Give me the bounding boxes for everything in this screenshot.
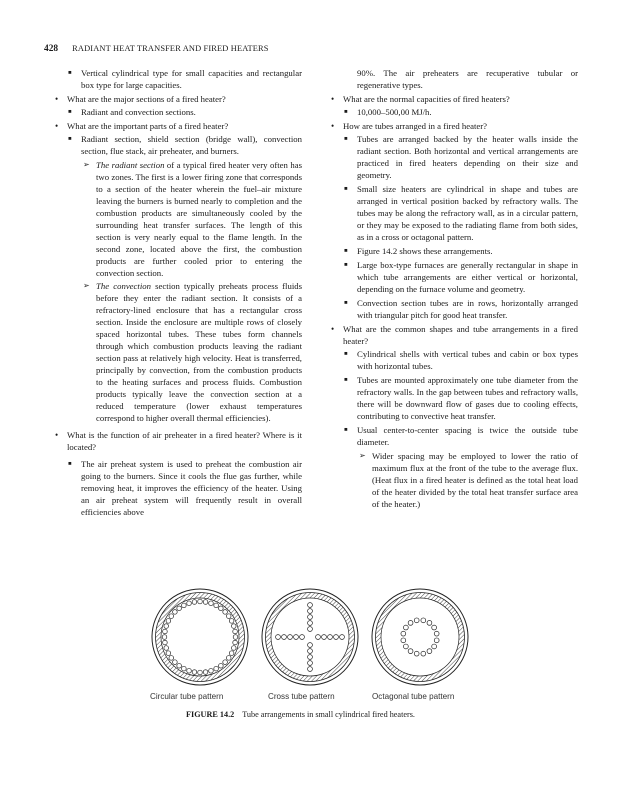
tube xyxy=(334,635,339,640)
bullet-convection-tubes: ■ Convection section tubes are in rows, horizontally arranged with triangular pitch for good heat transfer. xyxy=(344,298,578,320)
tube xyxy=(169,656,174,661)
question-major-sections: • What are the major sections of a fired heater? xyxy=(55,94,226,104)
tube xyxy=(187,601,192,606)
bullet-heater-types: ■ Vertical cylindrical type for small capacities and rectangular box type for large capacities. xyxy=(68,68,302,90)
tube xyxy=(401,638,406,643)
tube xyxy=(233,640,238,645)
tube xyxy=(308,627,313,632)
question-important-parts: • What are the important parts of a fired heater? xyxy=(55,121,229,131)
tube xyxy=(187,668,192,673)
label-octagonal-pattern: Octagonal tube pattern xyxy=(372,692,455,701)
tube xyxy=(233,635,238,640)
tube xyxy=(192,670,197,675)
tube xyxy=(219,606,224,611)
tube xyxy=(164,624,169,629)
tube xyxy=(276,635,281,640)
tube xyxy=(300,635,305,640)
bullet-tube-mounting: ■ Tubes are mounted approximately one tube diameter from the refractory walls. In the gap between tubes and refractory walls, there will be downward flow of gases due to cooling effects, contributing to convective heat transfer. xyxy=(344,375,578,421)
bullet-parts-list: ■ Radiant section, shield section (bridge wall), convection section, flue stack, air preheater, and burners. xyxy=(68,134,302,156)
sub-bullet-convection-section: ➢ The convection section typically preheats process fluids before they enter the radiant section. It consists of a refractory-lined enclosure that has a rectangular cross section. Inside the enclosure are multiple rows of closely spaced horizontal tubes. These tubes form channels through which combustion products leaving the radiant section pass at relatively high velocity. Heat is transferred, principally by convection, from the combustion products to the heating surfaces and process fluids. Combustion products typically leave the convection section at a reduced temperature (lower exhaust temperatures correspond to higher overall thermal efficiencies). xyxy=(83,281,302,423)
tube xyxy=(209,601,214,606)
question-air-preheater: • What is the function of air preheater in a fired heater? Where is it located? xyxy=(55,430,302,452)
circular-furnace-space xyxy=(161,598,239,676)
figure-number: FIGURE 14.2 xyxy=(186,710,235,719)
cross-pattern-diagram xyxy=(262,589,358,685)
tube xyxy=(421,618,426,623)
tube xyxy=(308,615,313,620)
tube xyxy=(226,656,231,661)
octagonal-furnace-space xyxy=(381,598,459,676)
running-title: RADIANT HEAT TRANSFER AND FIRED HEATERS xyxy=(72,44,269,53)
tube xyxy=(414,618,419,623)
label-circular-pattern: Circular tube pattern xyxy=(150,692,224,701)
tube xyxy=(231,646,236,651)
figure-caption-text: Tube arrangements in small cylindrical fired heaters. xyxy=(242,710,415,719)
bullet-box-furnaces: ■ Large box-type furnaces are generally rectangular in shape in which tube arrangements are either vertical or horizontal, depending on the furnace volume and geometry. xyxy=(344,260,578,294)
circular-pattern-diagram xyxy=(152,589,248,685)
tube xyxy=(226,614,231,619)
tube xyxy=(173,660,178,665)
tube xyxy=(198,670,203,675)
tube xyxy=(308,621,313,626)
tube xyxy=(308,649,313,654)
tube xyxy=(308,667,313,672)
tube xyxy=(177,606,182,611)
label-cross-pattern: Cross tube pattern xyxy=(268,692,335,701)
tube xyxy=(214,666,219,671)
tube xyxy=(282,635,287,640)
octagonal-pattern-diagram xyxy=(372,589,468,685)
tube xyxy=(294,635,299,640)
tube xyxy=(421,651,426,656)
tube xyxy=(162,635,167,640)
tube xyxy=(414,651,419,656)
bullet-air-preheat-system: ■ The air preheat system is used to preheat the combustion air going to the burners. Since it cools the flue gas further, while removing heat, it improves the efficiency of the heater. Using an air preheat system will frequently result in overall efficiencies above xyxy=(68,459,302,517)
continued-text: 90%. The air preheaters are recuperative tubular or regenerative types. xyxy=(357,68,578,90)
tube xyxy=(408,620,413,625)
tube xyxy=(233,629,238,634)
tube xyxy=(403,625,408,630)
tube xyxy=(308,655,313,660)
tube xyxy=(401,631,406,636)
page-number: 428 xyxy=(44,44,59,54)
tube xyxy=(427,620,432,625)
tube xyxy=(182,603,187,608)
left-column xyxy=(56,67,302,520)
tube xyxy=(229,619,234,624)
tube xyxy=(209,668,214,673)
tube xyxy=(231,624,236,629)
tube xyxy=(322,635,327,640)
tube xyxy=(229,651,234,656)
tube xyxy=(432,644,437,649)
tube xyxy=(198,599,203,604)
tube xyxy=(432,625,437,630)
question-common-shapes: • What are the common shapes and tube arrangements in a fired heater? xyxy=(331,324,578,346)
tube xyxy=(308,603,313,608)
figure-caption xyxy=(186,710,415,719)
sub-bullet-wider-spacing: ➢ Wider spacing may be employed to lower the ratio of maximum flux at the front of the tube to the average flux. (Heat flux in a fired heater is defined as the total heat load of the heater divided by the total heat transfer surface area of the heater.) xyxy=(359,451,578,509)
tube xyxy=(192,600,197,605)
tube xyxy=(219,663,224,668)
tube xyxy=(223,660,228,665)
tube xyxy=(308,609,313,614)
bullet-figure-reference: ■ Figure 14.2 shows these arrangements. xyxy=(344,246,493,256)
tube xyxy=(203,600,208,605)
tube xyxy=(163,629,168,634)
tube xyxy=(328,635,333,640)
question-tube-arrangement: • How are tubes arranged in a fired heater? xyxy=(331,121,488,131)
tube xyxy=(214,603,219,608)
bullet-tubes-backed: ■ Tubes are arranged backed by the heater walls inside the radiant section. Both horizontal and vertical arrangements are practiced in fired heaters depending on their size and geometry. xyxy=(344,134,578,180)
tube xyxy=(308,643,313,648)
tube xyxy=(434,638,439,643)
bullet-capacity-range: ■ 10,000–500,00 MJ/h. xyxy=(344,107,432,117)
term-convection: The convection xyxy=(96,281,151,291)
tube xyxy=(308,661,313,666)
tube xyxy=(288,635,293,640)
term-radiant-section: The radiant section xyxy=(96,160,165,170)
tube xyxy=(166,651,171,656)
running-header xyxy=(44,44,584,58)
tube xyxy=(427,649,432,654)
tube xyxy=(164,646,169,651)
right-column xyxy=(332,67,578,511)
question-normal-capacities: • What are the normal capacities of fired heaters? xyxy=(331,94,510,104)
bullet-radiant-convection: ■ Radiant and convection sections. xyxy=(68,107,196,117)
tube xyxy=(408,649,413,654)
tube xyxy=(223,610,228,615)
sub-bullet-radiant-section: ➢ The radiant section of a typical fired heater very often has two zones. The first is a lower firing zone that corresponds to a section of the heater wherein the fuel–air mixture leaving the burners is burned nearly to completion and the combustion products are simultaneously cooled by the surrounding heat transfer surfaces. The length of this section is very nearly equal to the flame length. In the second zone, located above the first, the combustion products are further cooled prior to entering the convection section. xyxy=(83,160,303,278)
tube xyxy=(434,631,439,636)
tube-arrangement-figure xyxy=(140,585,480,690)
tube xyxy=(182,666,187,671)
tube xyxy=(403,644,408,649)
tube xyxy=(316,635,321,640)
tube xyxy=(166,619,171,624)
bullet-small-heaters: ■ Small size heaters are cylindrical in shape and tubes are arranged in vertical position backed by refractory walls. The tubes may be along the refractory wall, as in a circular pattern, or they may be exposed to the radiating flame from both sides, as in a cross or octagonal pattern. xyxy=(344,184,578,242)
tube xyxy=(203,670,208,675)
tube xyxy=(169,614,174,619)
tube xyxy=(163,640,168,645)
bullet-cylindrical-shells: ■ Cylindrical shells with vertical tubes and cabin or box types with horizontal tubes. xyxy=(344,349,578,371)
tube xyxy=(173,610,178,615)
bullet-tube-spacing: ■ Usual center-to-center spacing is twice the outside tube diameter. xyxy=(344,425,578,447)
tube xyxy=(340,635,345,640)
tube xyxy=(177,663,182,668)
